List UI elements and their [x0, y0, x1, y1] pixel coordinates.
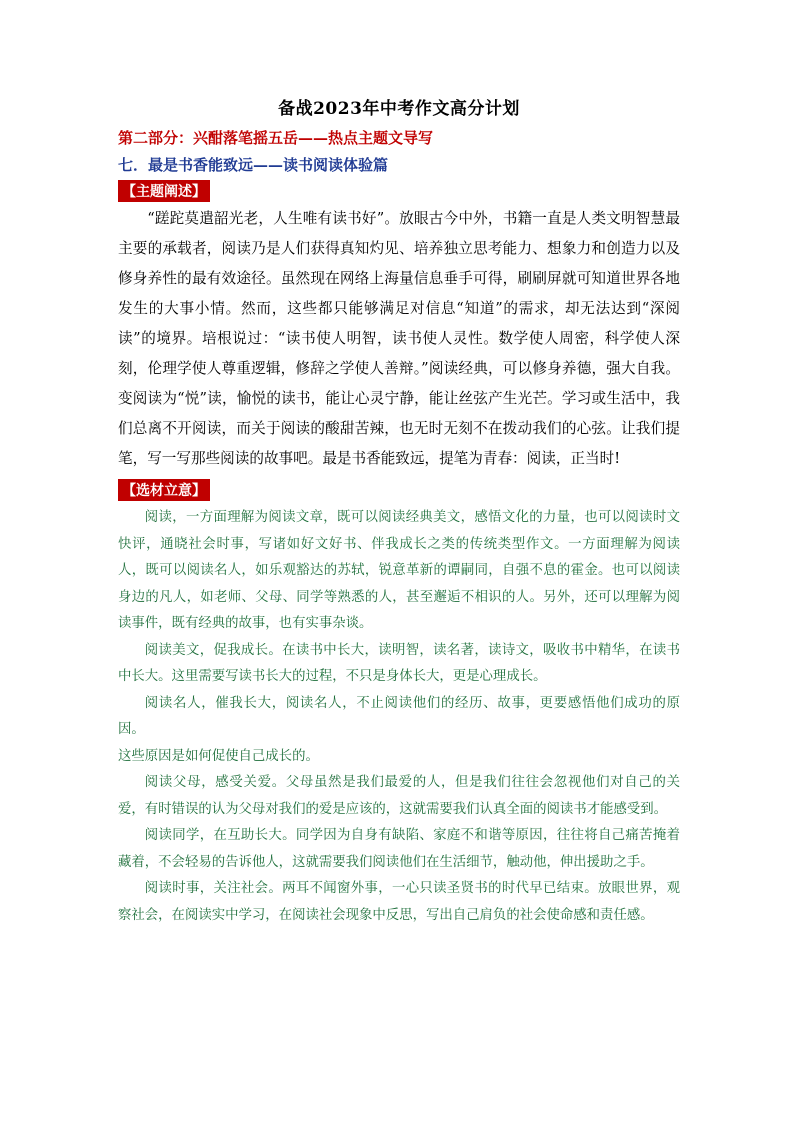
material-body — [118, 505, 680, 929]
material-paragraph: 阅读名人，催我长大，阅读名人，不止阅读他们的经历、故事，更要感悟他们成功的原因。 — [118, 695, 680, 737]
material-continuation: 这些原因是如何促使自己成长的。 — [118, 748, 319, 764]
material-paragraph: 阅读，一方面理解为阅读文章，既可以阅读经典美文，感悟文化的力量，也可以阅读时文快评，通晓社会时事，写诸如好文好书、伴我成长之类的传统类型作文。一方面理解为阅读人，既可以阅读名人，如乐观豁达的苏轼，锐意革新的谭嗣同，自强不息的霍金。也可以阅读身边的凡人，如老师、父母、同学等熟悉的人，甚至邂逅不相识的人。另外，还可以理解为阅读事件，既有经典的故事，也有实事杂谈。 — [118, 510, 680, 631]
material-section-label: 【选材立意】 — [118, 479, 210, 501]
theme-section-label: 【主题阐述】 — [118, 180, 210, 202]
document-title: 备战2023年中考作文高分计划 — [278, 99, 520, 119]
material-paragraph: 阅读时事，关注社会。两耳不闻窗外事，一心只读圣贤书的时代早已结束。放眼世界，观察社会，在阅读实中学习，在阅读社会现象中反思，写出自己肩负的社会使命感和责任感。 — [118, 881, 680, 923]
material-paragraph: 阅读同学，在互助长大。同学因为自身有缺陷、家庭不和谐等原因，往往将自己痛苦掩着藏着，不会轻易的告诉他人，这就需要我们阅读他们在生活细节，触动他，伸出援助之手。 — [118, 828, 680, 870]
chapter-heading: 七．最是书香能致远——读书阅读体验篇 — [118, 156, 389, 174]
part-heading: 第二部分：兴酣落笔摇五岳——热点主题文导写 — [118, 129, 434, 147]
material-paragraph: 阅读美文，促我成长。在读书中长大，读明智，读名著，读诗文，吸收书中精华，在读书中长大。这里需要写读书长大的过程，不只是身体长大，更是心理成长。 — [118, 642, 680, 684]
theme-paragraph: “蹉跎莫遣韶光老，人生唯有读书好”。放眼古今中外，书籍一直是人类文明智慧最主要的承载者，阅读乃是人们获得真知灼见、培养独立思考能力、想象力和创造力以及修身养性的最有效途径。虽然现在网络上海量信息垂手可得，刷刷屏就可知道世界各地发生的大事小情。然而，这些都只能够满足对信息“知道”的需求，却无法达到“深阅读”的境界。培根说过：“读书使人明智，读书使人灵性。数学使人周密，科学使人深刻，伦理学使人尊重逻辑，修辞之学使人善辩。”阅读经典，可以修身养德，强大自我。变阅读为“悦”读，愉悦的读书，能让心灵宁静，能让丝弦产生光芒。学习或生活中，我们总离不开阅读，而关于阅读的酸甜苦辣，也无时无刻不在拨动我们的心弦。让我们提笔，写一写那些阅读的故事吧。最是书香能致远，提笔为青春：阅读，正当时! — [118, 210, 680, 467]
material-paragraph: 阅读父母，感受关爱。父母虽然是我们最爱的人，但是我们往往会忽视他们对自己的关爱，有时错误的认为父母对我们的爱是应该的，这就需要我们认真全面的阅读书才能感受到。 — [118, 775, 680, 817]
